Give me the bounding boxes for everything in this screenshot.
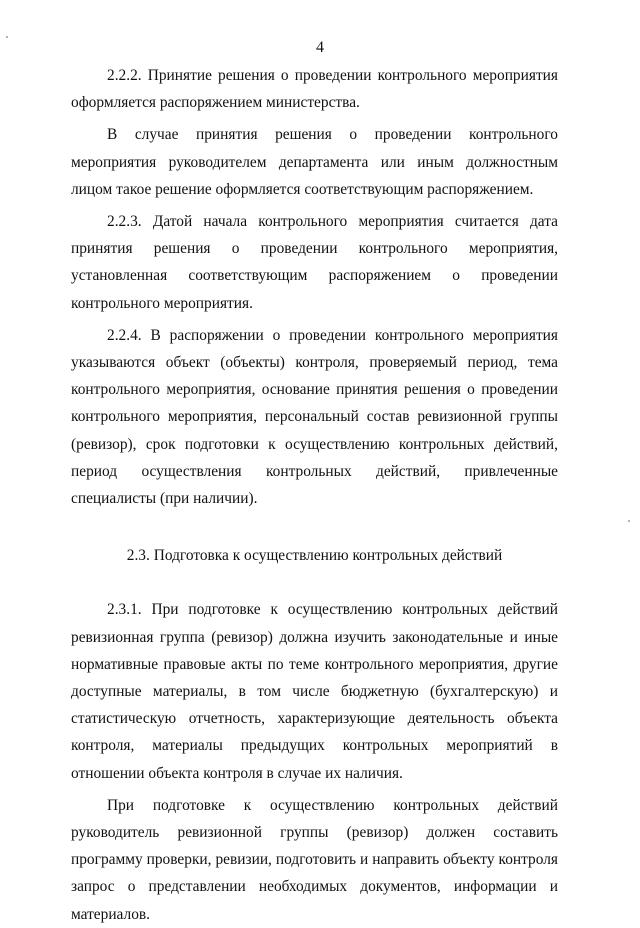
- paragraph-program-preparation: При подготовке к осуществлению контрольных действий руководитель ревизионной группы (ревизор) должен составить программу проверки, ревизии, подготовить и направить объекту контроля запрос о представлении необходимых документов, информации и материалов.: [71, 796, 558, 923]
- scan-speck: [628, 520, 630, 522]
- paragraph-2-2-2: 2.2.2. Принятие решения о проведении контрольного мероприятия оформляется распоряжением министерства.: [71, 67, 558, 112]
- document-body: [71, 62, 558, 928]
- paragraph-2-2-3: 2.2.3. Датой начала контрольного мероприятия считается дата принятия решения о проведении контрольного мероприятия, установленная соответствующим распоряжением о проведении контрольного мероприятия.: [71, 213, 558, 312]
- page-number: 4: [316, 39, 324, 56]
- paragraph-2-3-1: 2.3.1. При подготовке к осуществлению контрольных действий ревизионная группа (ревизор) должна изучить законодательные и иные нормативные правовые акты по теме контрольного мероприятия, другие доступные материалы, в том числе бюджетную (бухгалтерскую) и статистическую отчетность, характеризующие деятельность объекта контроля, материалы предыдущих контрольных мероприятий в отношении объекта контроля в случае их наличия.: [71, 601, 558, 782]
- paragraph-decision-by-department: В случае принятия решения о проведении контрольного мероприятия руководителем департамента или иным должностным лицом такое решение оформляется соответствующим распоряжением.: [71, 126, 558, 198]
- section-heading-2-3: 2.3. Подготовка к осуществлению контрольных действий: [126, 547, 503, 565]
- scan-speck: [6, 36, 8, 38]
- paragraph-2-2-4: 2.2.4. В распоряжении о проведении контрольного мероприятия указываются объект (объекты) контроля, проверяемый период, тема контрольного мероприятия, основание принятия решения о проведении контрольного мероприятия, персональный состав ревизионной группы (ревизор), срок подготовки к осуществлению контрольных действий, период осуществления контрольных действий, привлеченные специалисты (при наличии).: [71, 326, 558, 508]
